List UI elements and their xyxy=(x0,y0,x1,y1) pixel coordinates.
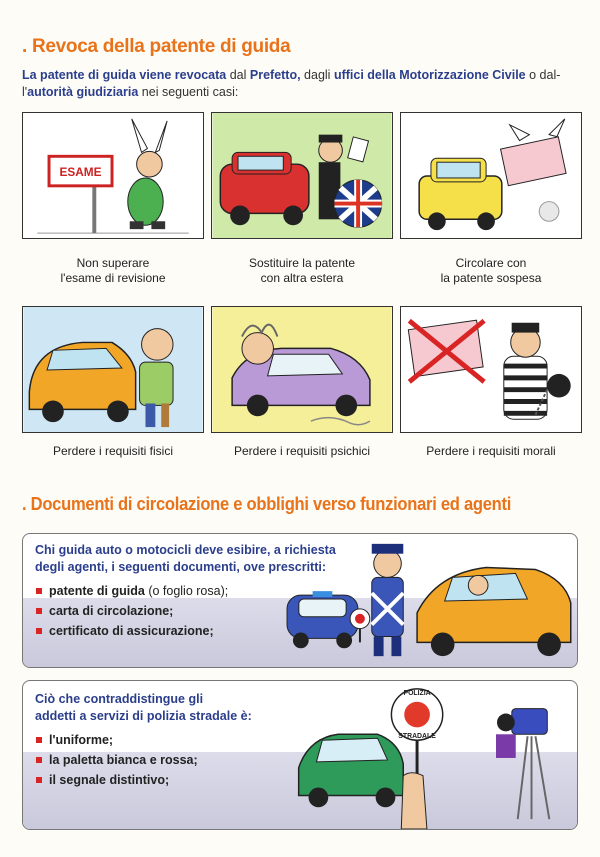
panel-caption-2 xyxy=(211,256,393,286)
caption-line: Perdere i requisiti morali xyxy=(426,444,556,458)
panel-moral-illustration xyxy=(400,306,582,433)
intro-bold-3: uffici della Motorizzazione Civile xyxy=(333,68,526,82)
lead-line: degli agenti, i seguenti documenti, ove prescritti: xyxy=(35,560,327,574)
caption-line: Sostituire la patente xyxy=(248,256,356,270)
list-item: l'uniforme; xyxy=(35,730,355,750)
list-item: il segnale distintivo; xyxy=(35,770,355,790)
intro-bold-2: Prefetto, xyxy=(249,68,301,82)
panel-caption-5 xyxy=(211,444,393,459)
intro-text-3: o dal- xyxy=(525,68,561,82)
panel-caption-1 xyxy=(22,256,204,286)
intro-text-1: dal xyxy=(226,68,250,82)
police-identifiers-text xyxy=(35,691,355,790)
intro-paragraph xyxy=(22,67,582,101)
lead-line: addetti a servizi di polizia stradale è: xyxy=(35,709,252,723)
exam-sign-text: ESAME xyxy=(59,164,102,179)
caption-line: la patente sospesa xyxy=(440,271,542,285)
list-item xyxy=(35,581,355,601)
caption-line: Circolare con xyxy=(455,256,527,270)
caption-line: Non superare xyxy=(76,256,150,270)
panel-caption-4 xyxy=(22,444,204,459)
intro-text-4: l' xyxy=(22,85,28,99)
documents-list xyxy=(35,581,355,641)
police-identifiers-list xyxy=(35,730,355,790)
panel-exam-illustration xyxy=(22,112,204,239)
list-item: certificato di assicurazione; xyxy=(35,621,355,641)
lead-line: Chi guida auto o motocicli deve esibire, a richiesta xyxy=(35,543,336,557)
caption-line: Perdere i requisiti psichici xyxy=(233,444,371,458)
documents-text xyxy=(35,542,355,641)
item-bold: patente di guida xyxy=(49,584,145,598)
sign-label-bottom: STRADALE xyxy=(398,733,436,741)
section-title-revoca: . Revoca della patente di guida xyxy=(22,36,291,57)
documents-lead xyxy=(35,542,355,576)
intro-bold-1: La patente di guida viene revocata xyxy=(22,68,227,82)
list-item: carta di circolazione; xyxy=(35,601,355,621)
panel-caption-3 xyxy=(400,256,582,286)
documents-box xyxy=(22,533,578,668)
panel-caption-6 xyxy=(400,444,582,459)
intro-text-5: nei seguenti casi: xyxy=(138,85,239,99)
intro-bold-4: autorità giudiziaria xyxy=(27,85,139,99)
caption-line: con altra estera xyxy=(260,271,344,285)
section-title-documenti: . Documenti di circolazione e obblighi verso funzionari ed agenti xyxy=(22,494,512,514)
caption-line: Perdere i requisiti fisici xyxy=(52,444,174,458)
sign-label-top: POLIZIA xyxy=(403,689,431,697)
intro-text-2: dagli xyxy=(300,68,334,82)
item-normal: (o foglio rosa); xyxy=(144,584,229,598)
police-identifiers-box xyxy=(22,680,578,830)
panel-suspended-license-illustration xyxy=(400,112,582,239)
caption-line: l'esame di revisione xyxy=(60,271,166,285)
panel-psychic-illustration xyxy=(211,306,393,433)
lead-line: Ciò che contraddistingue gli xyxy=(35,692,204,706)
list-item: la paletta bianca e rossa; xyxy=(35,750,355,770)
panel-foreign-license-illustration xyxy=(211,112,393,239)
police-identifiers-lead xyxy=(35,691,355,725)
panel-physical-illustration xyxy=(22,306,204,433)
